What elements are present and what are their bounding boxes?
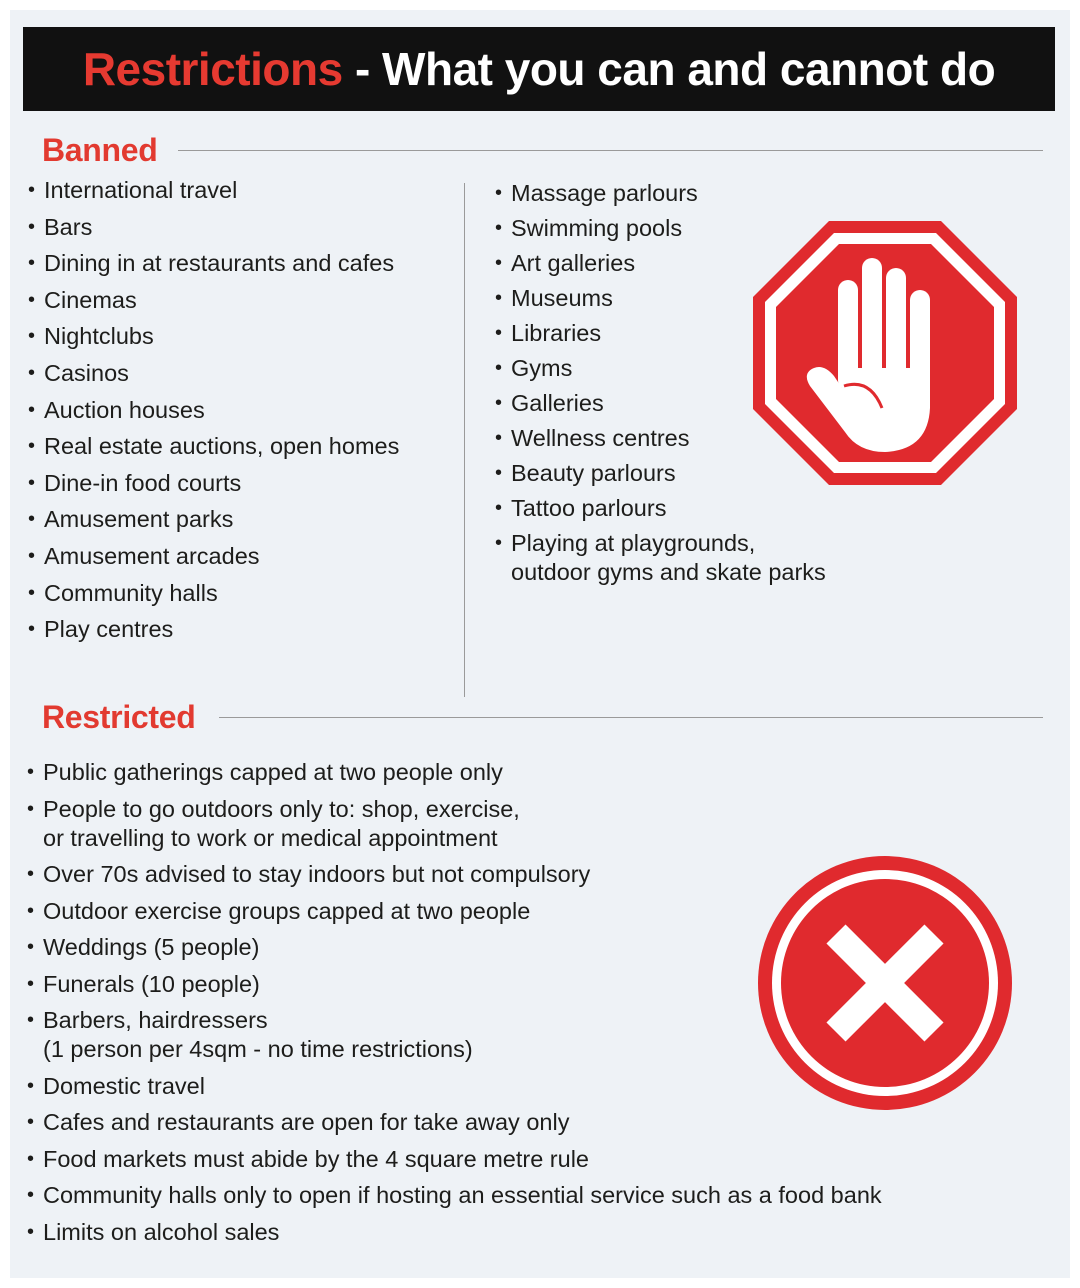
- list-item: • International travel: [28, 176, 399, 205]
- list-item: • Libraries: [495, 319, 826, 348]
- stop-hand-icon: [750, 218, 1020, 488]
- list-item: • Swimming pools: [495, 214, 826, 243]
- list-item: • Art galleries: [495, 249, 826, 278]
- red-x-icon: [757, 855, 1013, 1111]
- list-item: • Auction houses: [28, 396, 399, 425]
- list-item: • Over 70s advised to stay indoors but not compulsory: [27, 860, 882, 889]
- list-item: • Real estate auctions, open homes: [28, 432, 399, 461]
- list-item: • Dining in at restaurants and cafes: [28, 249, 399, 278]
- list-item: • Amusement arcades: [28, 542, 399, 571]
- list-item: • Food markets must abide by the 4 square metre rule: [27, 1145, 882, 1174]
- list-item: • Casinos: [28, 359, 399, 388]
- list-item: • Domestic travel: [27, 1072, 882, 1101]
- list-item: • Bars: [28, 213, 399, 242]
- title-rest: - What you can and cannot do: [342, 43, 996, 95]
- list-item: • Outdoor exercise groups capped at two people: [27, 897, 882, 926]
- banned-divider: [178, 150, 1043, 151]
- list-item: • Tattoo parlours: [495, 494, 826, 523]
- list-item: • Weddings (5 people): [27, 933, 882, 962]
- list-item: • Gyms: [495, 354, 826, 383]
- restricted-list: [27, 758, 882, 1254]
- list-item: • Limits on alcohol sales: [27, 1218, 882, 1247]
- list-item: • Museums: [495, 284, 826, 313]
- list-item: • Community halls: [28, 579, 399, 608]
- list-item: • Community halls only to open if hosting an essential service such as a food bank: [27, 1181, 882, 1210]
- list-item: • Wellness centres: [495, 424, 826, 453]
- restricted-divider: [219, 717, 1043, 718]
- list-item: • Cafes and restaurants are open for take away only: [27, 1108, 882, 1137]
- list-item: • Barbers, hairdressers (1 person per 4sqm - no time restrictions): [27, 1006, 882, 1064]
- list-item: • Playing at playgrounds, outdoor gyms and skate parks: [495, 529, 826, 587]
- title-bar: [23, 27, 1055, 111]
- banned-heading: Banned: [42, 132, 158, 168]
- list-item: • Beauty parlours: [495, 459, 826, 488]
- list-item: • Play centres: [28, 615, 399, 644]
- banned-column-divider: [464, 183, 465, 697]
- list-item: • Nightclubs: [28, 322, 399, 351]
- restricted-heading: Restricted: [42, 699, 196, 735]
- list-item: • People to go outdoors only to: shop, exercise, or travelling to work or medical appointment: [27, 795, 882, 853]
- list-item: • Galleries: [495, 389, 826, 418]
- list-item: • Public gatherings capped at two people only: [27, 758, 882, 787]
- list-item: • Dine-in food courts: [28, 469, 399, 498]
- list-item: • Massage parlours: [495, 179, 826, 208]
- banned-left-list: [28, 176, 399, 652]
- title-highlight: Restrictions: [82, 43, 343, 95]
- list-item: • Cinemas: [28, 286, 399, 315]
- list-item: • Amusement parks: [28, 505, 399, 534]
- list-item: • Funerals (10 people): [27, 970, 882, 999]
